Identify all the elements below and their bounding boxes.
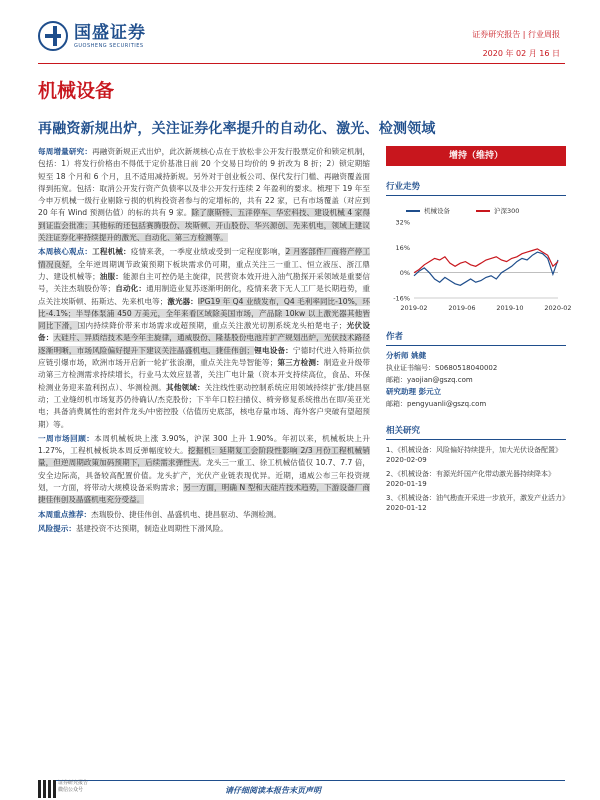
qr-caption: 证券研究报告 微信公众号 — [58, 780, 89, 793]
related-item-title[interactable]: 1、《机械设备：风险偏好持续提升，加大光伏设备配置》 — [386, 446, 562, 454]
chart-legend — [406, 206, 519, 215]
y-tick-label: 32% — [395, 218, 410, 227]
cert-number: 执业证书编号：S0680518040002 — [386, 364, 498, 372]
analyst-email: 邮箱：yaojian@gszq.com — [386, 376, 473, 384]
series-line-machinery — [414, 252, 558, 285]
report-headline: 再融资新规出炉，关注证券化率提升的自动化、激光、检测领域 — [38, 121, 436, 137]
header-divider — [38, 63, 565, 64]
y-tick-label: -16% — [393, 294, 410, 303]
brand-name-en: GUOSHENG SECURITIES — [74, 42, 144, 49]
paragraph-risk: 风险提示：基建投资不达预期，制造业周期性下滑风险。 — [38, 523, 228, 533]
related-item-date: 2020-01-19 — [386, 480, 427, 488]
paragraph-recommendations: 本周重点推荐：杰瑞股份、捷佳伟创、晶盛机电、捷昌驱动、华测检测。 — [38, 509, 281, 519]
label-recommendations: 本周重点推荐： — [38, 509, 92, 519]
legend-swatch-csi300 — [476, 210, 490, 212]
sector-title: 机械设备 — [38, 80, 115, 102]
related-title: 相关研究 — [386, 424, 566, 440]
related-item-title[interactable]: 3、《机械设备：油气勘查开采进一步放开，激发产业活力》 — [386, 494, 569, 502]
trend-title: 行业走势 — [386, 180, 566, 196]
legend-label-machinery: 机械设备 — [424, 207, 450, 215]
footer-divider — [38, 780, 565, 781]
qr-code-icon — [38, 780, 56, 798]
brand-logo — [38, 21, 146, 51]
brand-emblem-icon — [38, 21, 68, 51]
report-type: 证券研究报告 | 行业周报 — [472, 30, 560, 39]
legend-swatch-machinery — [406, 210, 420, 212]
paragraph-core-views: 本周核心观点：工程机械：疫情来袭，一季度业绩或受到一定程度影响，2 月客部件厂商将产停工情况良好，全年逆周期调节政策预期下板块需求仍可期，重点关注三一重工、恒立液压、浙江鼎力、建设机械等；油服：能源自主可控仍是主旋律，民营资本效开进入油气勘探开采领域是重要信号，关注杰瑞股份等；自动化：通用制造业复苏逐渐明朗化，疫情来袭下无人工厂是长期趋势，重点关注埃斯顿、拓斯达、先来机电等；激光器：IPG19 年 Q4 业绩发布，Q4 毛利率同比-10%，环比-4.1%；半导体泵浦 450 万美元，全年来看区域除美国市场，产品除 10kw 以上激光器其他皆同比下滑，国内持续降价带来市场需求或超预期，重点关注激光切割系统龙头柏楚电子；光伏设备：大硅片、异质结技术是今年主旋律，通威股份、隆基股份电池片扩产规划出炉，光伏技术路径逐渐明晰，市场风险偏好提升下建议关注晶盛机电、捷佳伟创；锂电设备：宁德时代进入特斯拉供应链引爆市场，欧洲市场开启新一轮扩张浪潮，重点关注先导智能等；第三方检测：制造业升级带动第三方检测需求持续增长，行业马太效应显著，关注广电计量（资本开支持续高位，食品、环保检测业务迎来盈利拐点）、华测检测。其他领域：关注线性驱动控制系统应用领域持续扩张/捷昌驱动；工业缝纫机市场复苏仍待确认/杰克股份；下半年口腔扫描仪、椅旁修复系统推出在即/美亚光电；具备消费属性的密封件龙头/中密控股（估值历史底部，核电存量市场、海外客户突破有望超预期）等。 — [38, 247, 371, 429]
rating-badge: 增持（维持） — [386, 146, 566, 166]
y-tick-label: 0% — [399, 269, 410, 278]
label-market-review: 一周市场回顾： — [38, 433, 95, 443]
author-info — [386, 350, 566, 410]
label-weekly-research: 每周增量研究： — [38, 147, 93, 156]
brand-name-cn: 国盛证券 — [74, 22, 146, 43]
related-item-date: 2020-02-09 — [386, 456, 427, 464]
author-title: 作者 — [386, 330, 566, 346]
legend-label-csi300: 沪深300 — [494, 207, 520, 215]
report-date: 2020 年 02 月 16 日 — [482, 49, 560, 58]
x-tick-label: 2019-10 — [496, 304, 524, 312]
assistant-email: 邮箱：pengyuanli@gszq.com — [386, 400, 487, 408]
y-tick-label: 16% — [395, 243, 410, 252]
paragraph-weekly-research: 每周增量研究：再融资新规正式出炉，此次新规核心点在于放松非公开发行股票定价和锁定机制，包括：1）将发行价格由不得低于定价基准日前 20 个交易日均价的 9 折改为 8 折；2）锁定期缩短至 18 个月和 6 个月，且不适用减持新规。另外对于创业板公司、保代发行门槛、再融资覆盖面得到拓宽。包括：取消公开发行资产负债率以及非公开发行连续 2 年盈利的要求。梳理下 19 年至今申万机械一级行业剔除亏损的机构投资者参与的定增标的，共有 22 家，已有市场覆盖（对应到 20 年有 Wind 预测估值）的标的共有 9 家。除了康斯特、五洋停车、华宏科技、建设机械 4 家得到证监会批准；其他标的还包括赛腾股份、埃斯顿、开山股份、华兴源创、先来机电，领域上建议关注证券化率持续提升的激光、自动化、第三方检测等。 — [38, 147, 371, 243]
assistant-name: 研究助理 彭元立 — [386, 387, 442, 396]
analyst-name: 分析师 姚健 — [386, 351, 427, 360]
label-core-views: 本周核心观点： — [38, 247, 93, 257]
footer-disclaimer: 请仔细阅读本报告末页声明 — [225, 786, 321, 795]
main-body — [38, 146, 370, 537]
trend-chart — [386, 202, 572, 316]
trend-chart-svg — [386, 202, 572, 316]
related-item-title[interactable]: 2、《机械设备：有源光纤国产化带动激光器持续降本》 — [386, 470, 555, 478]
paragraph-market-review: 一周市场回顾：本周机械板块上涨 3.90%，沪深 300 上升 1.90%。年初以来，机械板块上升 1.27%，工程机械板块本周反弹幅度较大。挖掘机：延期复工会阶段性影响 2/3 月份工程机械销量，但逆周期政策加码预期下，后续需求弹性大。龙头三一重工、徐工机械估值仅 10.7、7.7 倍，安全边际高，具备较高配置价值。龙头扩产，光伏产业链表现优异。近期，通威公布三年投资规划，一方面，将带动大规模设备采购需求；另一方面，明确 N 型和大硅片技术趋势，下游设备厂商捷佳伟创及晶盛机电充分受益。 — [38, 433, 371, 505]
x-tick-label: 2020-02 — [544, 304, 572, 312]
page-footer — [0, 772, 600, 800]
x-tick-label: 2019-02 — [400, 304, 428, 312]
report-header — [0, 0, 600, 72]
x-tick-label: 2019-06 — [448, 304, 476, 312]
related-list — [386, 445, 569, 512]
sidebar — [386, 146, 572, 514]
label-risk: 风险提示： — [38, 523, 76, 533]
related-item-date: 2020-01-12 — [386, 504, 427, 512]
